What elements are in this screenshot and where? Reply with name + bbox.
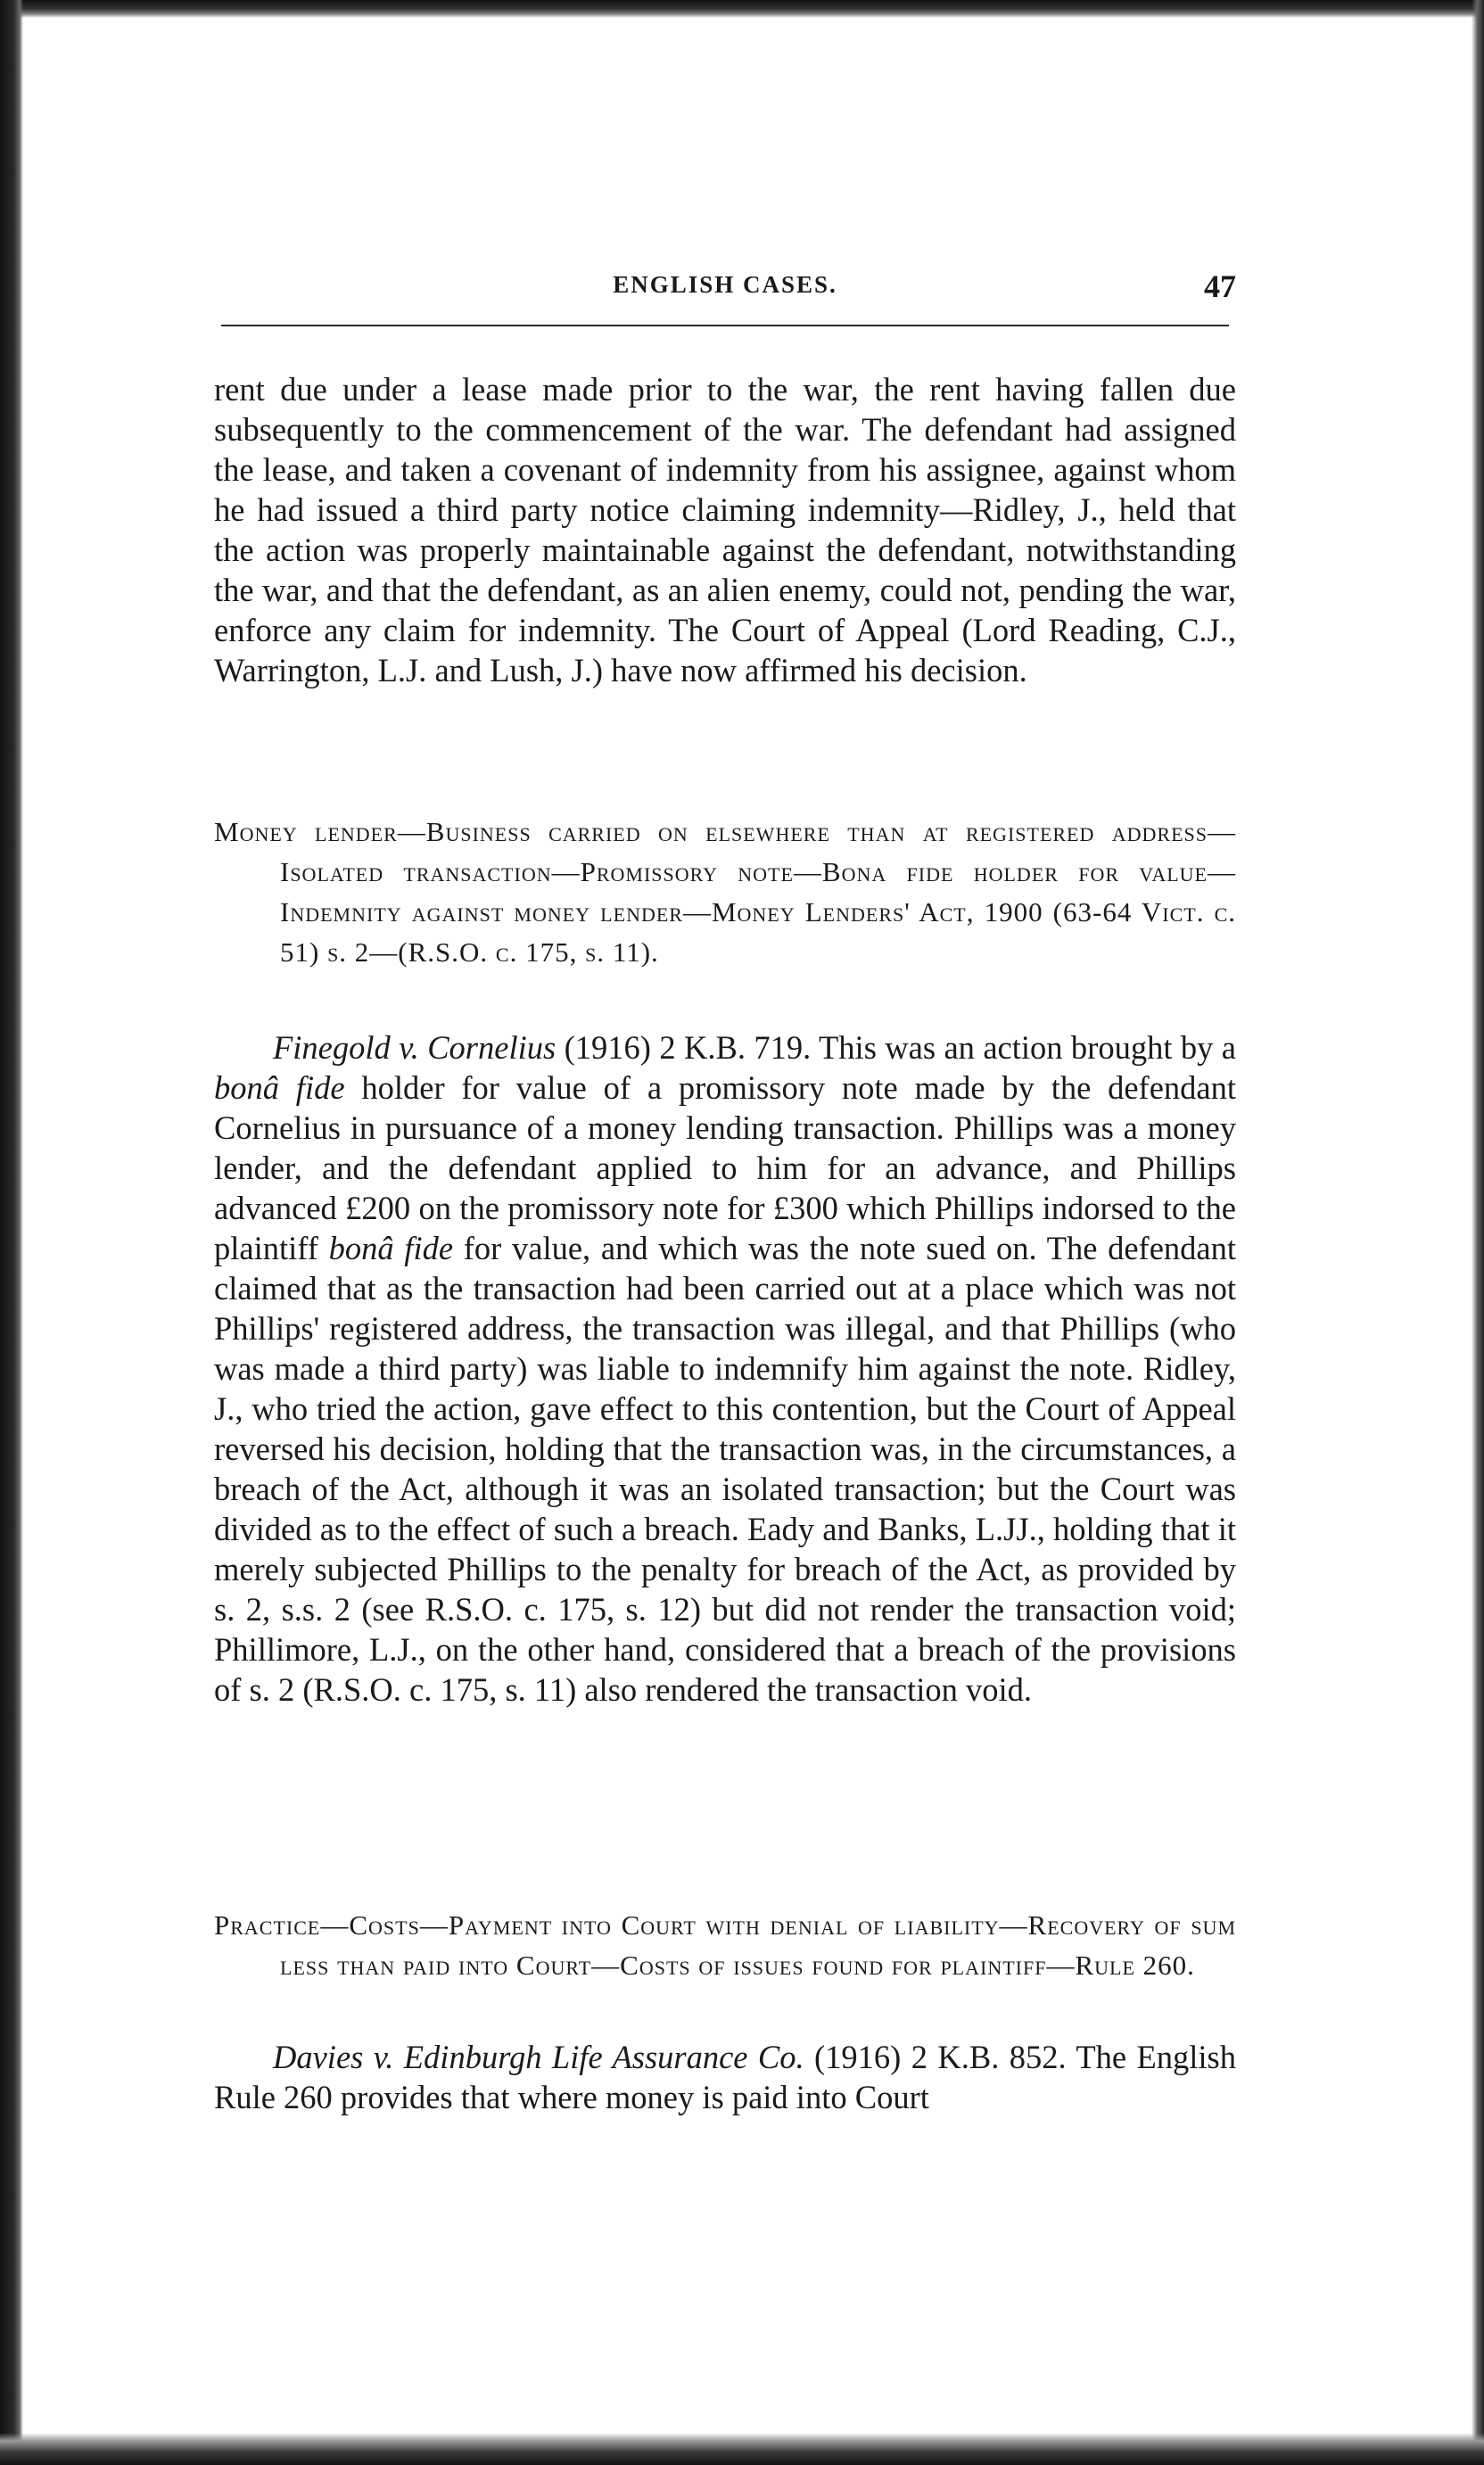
continued-paragraph-text: rent due under a lease made prior to the war, the rent having fallen due subsequently to the commencement of the war. The defendant had assigned the lease, and taken a covenant of indemnity from his assignee, against whom he had issued a third party notice claiming indemnity—Ridley, J., held that the action was properly maintainable against the defendant, notwithstanding the war, and that the defendant, as an alien enemy, could not, pending the war, enforce any claim for indemnity. The Court of Appeal (Lord Reading, C.J., Warrington, L.J. and Lush, J.) have now affirmed his decision. [214, 371, 1236, 688]
case-citation-davies: (1916) 2 K.B. 852. [804, 2039, 1067, 2075]
case-name-davies: Davies v. Edinburgh Life Assurance Co. [273, 2039, 804, 2075]
scan-edge-top [0, 0, 1484, 18]
italic-bona-fide-1: bonâ fide [214, 1069, 345, 1106]
scan-edge-right [1472, 0, 1484, 2465]
page-number: 47 [1204, 268, 1236, 304]
case-paragraph-finegold [214, 1027, 1236, 1710]
case-name-finegold: Finegold v. Cornelius [273, 1029, 556, 1066]
case-paragraph-davies [214, 2037, 1236, 2117]
scan-edge-bottom [0, 2433, 1484, 2465]
case-citation-finegold: (1916) 2 K.B. 719. [556, 1029, 812, 1066]
running-head [214, 268, 1236, 309]
italic-bona-fide-2: bonâ fide [328, 1230, 454, 1266]
section-body-practice-costs [214, 2037, 1236, 2117]
case-text-part-1: This was an action brought by a [811, 1029, 1237, 1066]
case-text-part-2: holder for value of a promissory note made by the defendant Cornelius in pursuance of a money lending transaction. Phillips was a money lender, and the defendant applied to him for an advance, and Phillips advanced £200 on the promissory note for £300 which Phillips indorsed to the plaintiff [214, 1069, 1237, 1266]
header-rule [221, 325, 1229, 326]
continued-paragraph [214, 369, 1236, 690]
scan-edge-left [0, 0, 23, 2465]
case-text-davies: The English Rule 260 provides that where money is paid into Court [214, 2039, 1236, 2115]
section-heading-practice-costs: Practice—Costs—Payment into Court with denial of liability—Recovery of sum less than paid into Court—Costs of issues found for plaintiff—Rule 260. [214, 1909, 1236, 1981]
section-heading-money-lender: Money lender—Business carried on elsewhere than at registered address—Isolated transaction—Promissory note—Bona fide holder for value—Indemnity against money lender—Money Lenders' Act, 1900 (63-64 Vict. c. 51) s. 2—(R.S.O. c. 175, s. 11). [214, 816, 1236, 968]
section-body-money-lender [214, 1027, 1236, 1710]
running-title: ENGLISH CASES. [613, 271, 837, 298]
case-text-part-3: for value, and which was the note sued on. The defendant claimed that as the transaction had been carried out at a place which was not Phillips' registered address, the transaction was illegal, and that Phillips (who was made a third party) was liable to indemnify him against the note. Ridley, J., who tried the action, gave effect to this contention, but the Court of Appeal reversed his decision, holding that the transaction was, in the circumstances, a breach of the Act, although it was an isolated transaction; but the Court was divided as to the effect of such a breach. Eady and Banks, L.JJ., holding that it merely subjected Phillips to the penalty for breach of the Act, as provided by s. 2, s.s. 2 (see R.S.O. c. 175, s. 12) but did not render the transaction void; Phillimore, L.J., on the other hand, considered that a breach of the provisions of s. 2 (R.S.O. c. 175, s. 11) also rendered the transaction void. [214, 1230, 1236, 1708]
